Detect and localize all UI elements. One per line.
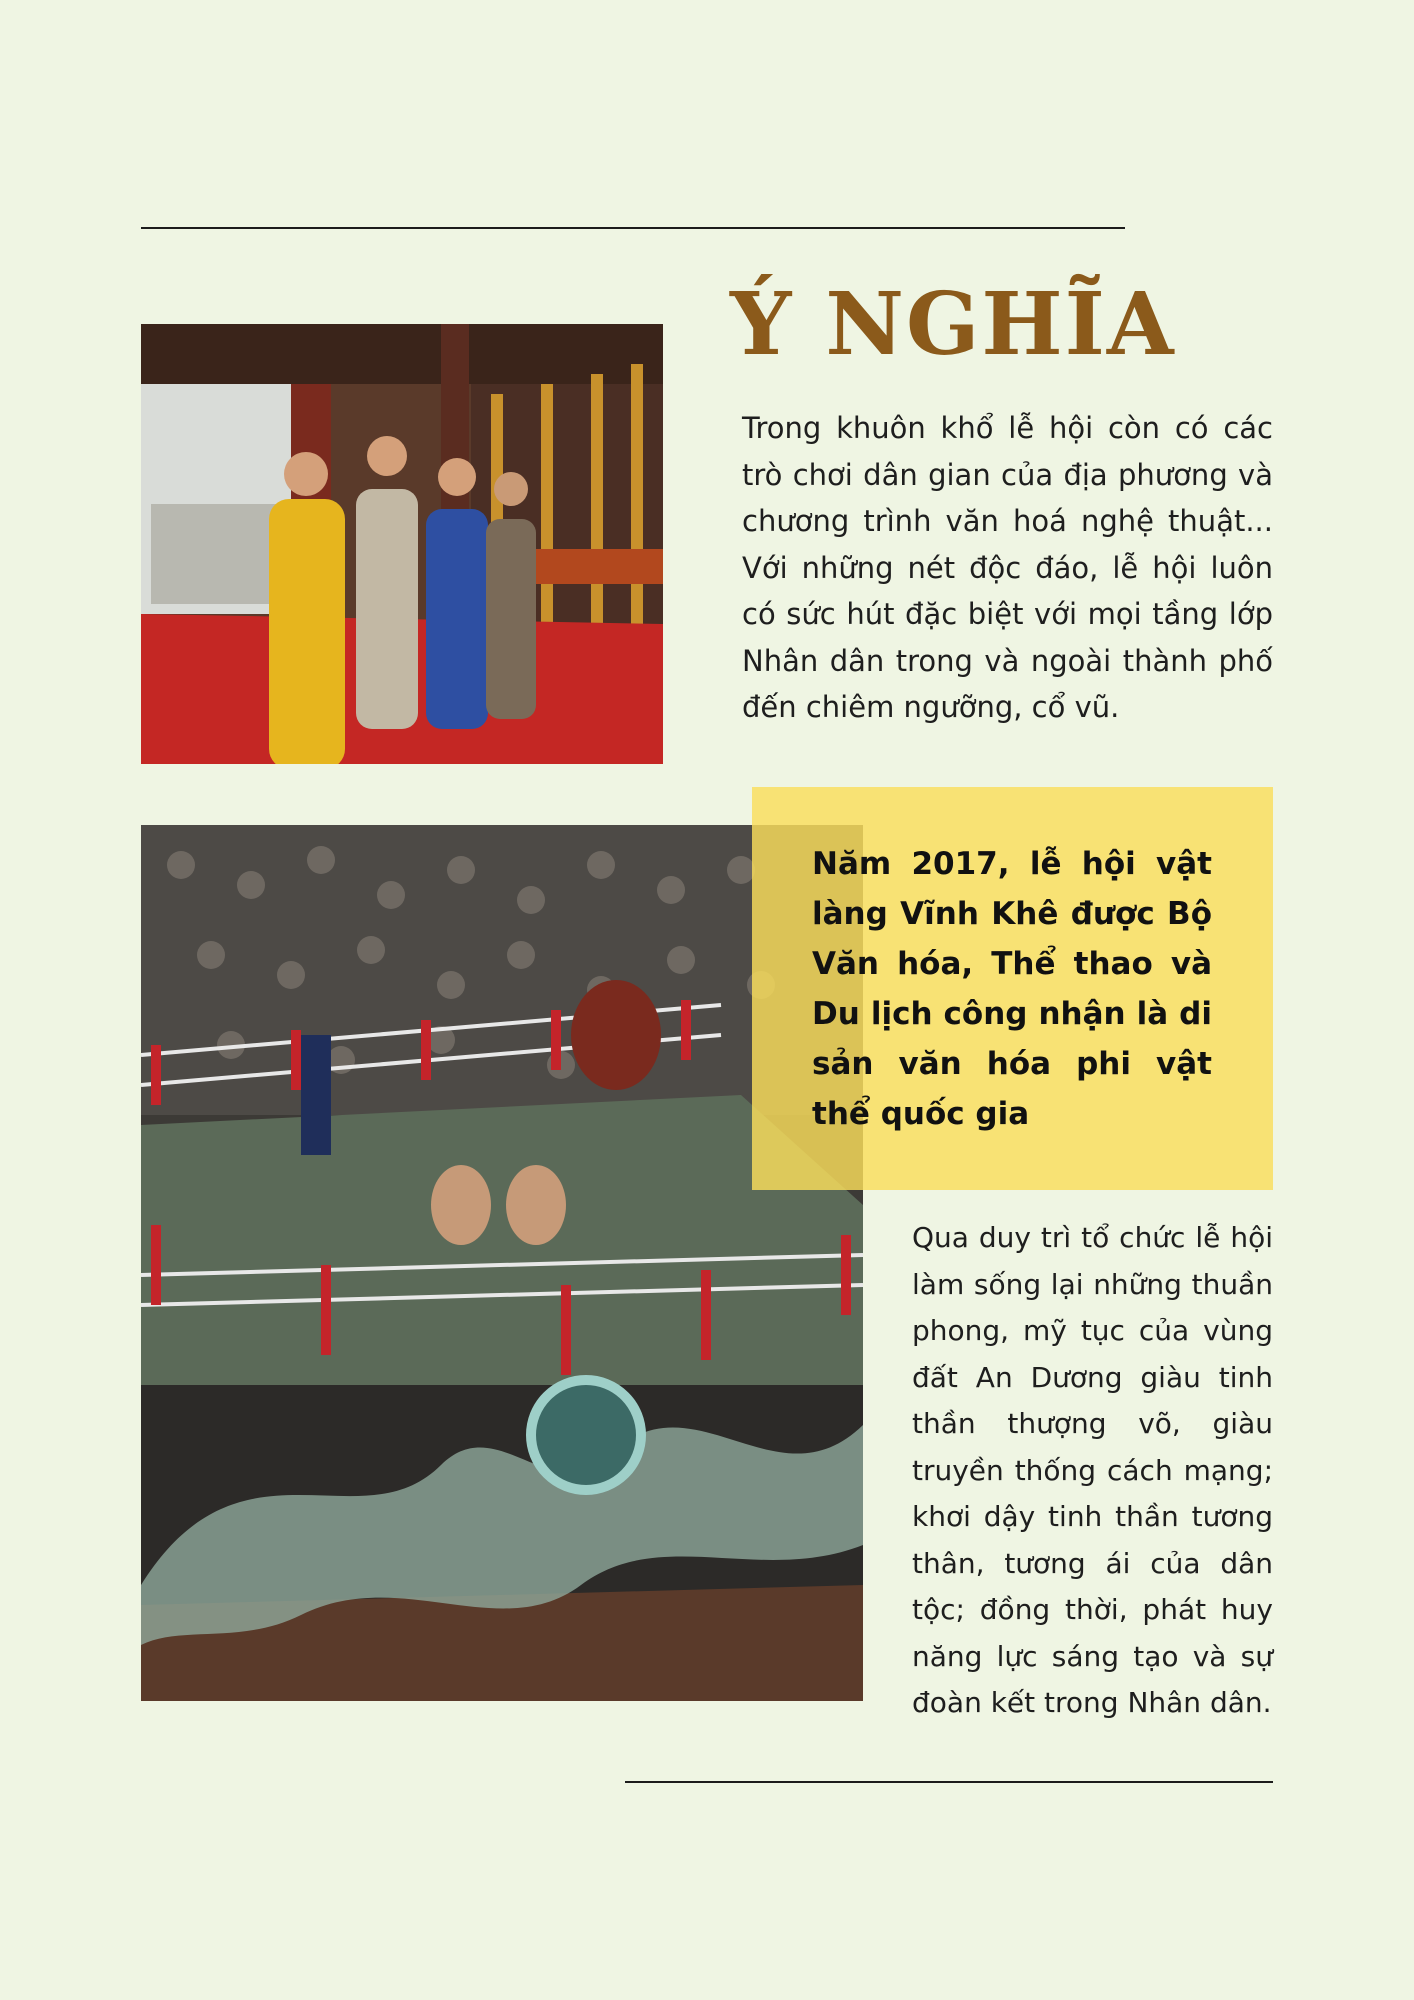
- page-title: Ý NGHĨA: [730, 274, 1176, 375]
- bottom-divider: [625, 1781, 1273, 1783]
- top-divider: [141, 227, 1125, 229]
- body-paragraph: Qua duy trì tổ chức lễ hội làm sống lại những thuần phong, mỹ tục của vùng đất An Dương giàu tinh thần thượng võ, giàu truyền thống cách mạng; khơi dậy tinh thần tương thân, tương ái của dân tộc; đồng thời, phát huy năng lực sáng tạo và sự đoàn kết trong Nhân dân.: [912, 1221, 1273, 1719]
- intro-paragraph: Trong khuôn khổ lễ hội còn có các trò chơi dân gian của địa phương và chương trình văn hoá nghệ thuật... Với những nét độc đáo, lễ hội luôn có sức hút đặc biệt với mọi tầng lớp Nhân dân trong và ngoài thành phố đến chiêm ngưỡng, cổ vũ.: [742, 411, 1273, 724]
- highlight-box: [752, 787, 1273, 1190]
- ceremony-photo: [141, 324, 663, 764]
- highlight-text: Năm 2017, lễ hội vật làng Vĩnh Khê được Bộ Văn hóa, Thể thao và Du lịch công nhận là di sản văn hóa phi vật thể quốc gia: [812, 846, 1212, 1132]
